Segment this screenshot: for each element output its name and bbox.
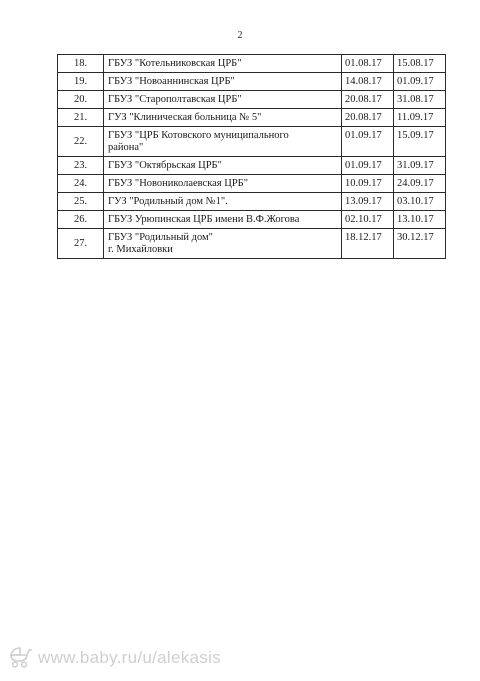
end-date: 15.08.17 <box>394 55 446 73</box>
start-date: 20.08.17 <box>342 109 394 127</box>
institution-name-line: ГБУЗ "Старополтавская ЦРБ" <box>108 94 242 105</box>
start-date: 18.12.17 <box>342 229 394 259</box>
schedule-table <box>57 54 446 259</box>
end-date: 24.09.17 <box>394 175 446 193</box>
start-date: 13.09.17 <box>342 193 394 211</box>
row-number: 18. <box>58 55 104 73</box>
institution-name <box>104 175 342 193</box>
table-row <box>58 211 446 229</box>
watermark <box>8 646 221 668</box>
institution-name <box>104 109 342 127</box>
row-number: 25. <box>58 193 104 211</box>
institution-name-line: ГБУЗ "Родильный дом" <box>108 232 213 243</box>
start-date: 14.08.17 <box>342 73 394 91</box>
table-row <box>58 175 446 193</box>
institution-name-line: ГБУЗ Урюпинская ЦРБ имени В.Ф.Жогова <box>108 214 300 225</box>
stroller-icon <box>8 646 34 668</box>
institution-name-line: ГБУЗ "Октябрьская ЦРБ" <box>108 160 222 171</box>
table-row <box>58 109 446 127</box>
row-number: 27. <box>58 229 104 259</box>
institution-name-line: ГБУЗ "Котельниковская ЦРБ" <box>108 58 242 69</box>
row-number: 21. <box>58 109 104 127</box>
row-number: 22. <box>58 127 104 157</box>
table-row <box>58 193 446 211</box>
row-number: 20. <box>58 91 104 109</box>
institution-name-line: г. Михайловки <box>108 244 173 255</box>
institution-name <box>104 55 342 73</box>
institution-name-line: ГБУЗ "Новоаннинская ЦРБ" <box>108 76 235 87</box>
table-row <box>58 157 446 175</box>
end-date: 11.09.17 <box>394 109 446 127</box>
institution-name-line: района" <box>108 142 144 153</box>
watermark-text: www.baby.ru/u/alekasis <box>38 648 221 667</box>
start-date: 01.09.17 <box>342 127 394 157</box>
end-date: 13.10.17 <box>394 211 446 229</box>
end-date: 31.09.17 <box>394 157 446 175</box>
institution-name <box>104 229 342 259</box>
page-number: 2 <box>237 30 243 41</box>
start-date: 20.08.17 <box>342 91 394 109</box>
institution-name-line: ГУЗ "Клиническая больница № 5" <box>108 112 262 123</box>
institution-name <box>104 157 342 175</box>
end-date: 01.09.17 <box>394 73 446 91</box>
end-date: 30.12.17 <box>394 229 446 259</box>
start-date: 01.09.17 <box>342 157 394 175</box>
table-row <box>58 229 446 259</box>
institution-name-line: ГУЗ "Родильный дом №1". <box>108 196 228 207</box>
table-row <box>58 91 446 109</box>
institution-name <box>104 193 342 211</box>
row-number: 26. <box>58 211 104 229</box>
table-row <box>58 73 446 91</box>
table-row <box>58 55 446 73</box>
row-number: 24. <box>58 175 104 193</box>
end-date: 31.08.17 <box>394 91 446 109</box>
institution-name <box>104 127 342 157</box>
institution-name <box>104 73 342 91</box>
schedule-table-body <box>58 55 446 259</box>
institution-name <box>104 211 342 229</box>
institution-name <box>104 91 342 109</box>
row-number: 19. <box>58 73 104 91</box>
start-date: 10.09.17 <box>342 175 394 193</box>
start-date: 01.08.17 <box>342 55 394 73</box>
end-date: 03.10.17 <box>394 193 446 211</box>
institution-name-line: ГБУЗ "Новониколаевская ЦРБ" <box>108 178 248 189</box>
row-number: 23. <box>58 157 104 175</box>
end-date: 15.09.17 <box>394 127 446 157</box>
institution-name-line: ГБУЗ "ЦРБ Котовского муниципального <box>108 130 289 141</box>
start-date: 02.10.17 <box>342 211 394 229</box>
table-row <box>58 127 446 157</box>
